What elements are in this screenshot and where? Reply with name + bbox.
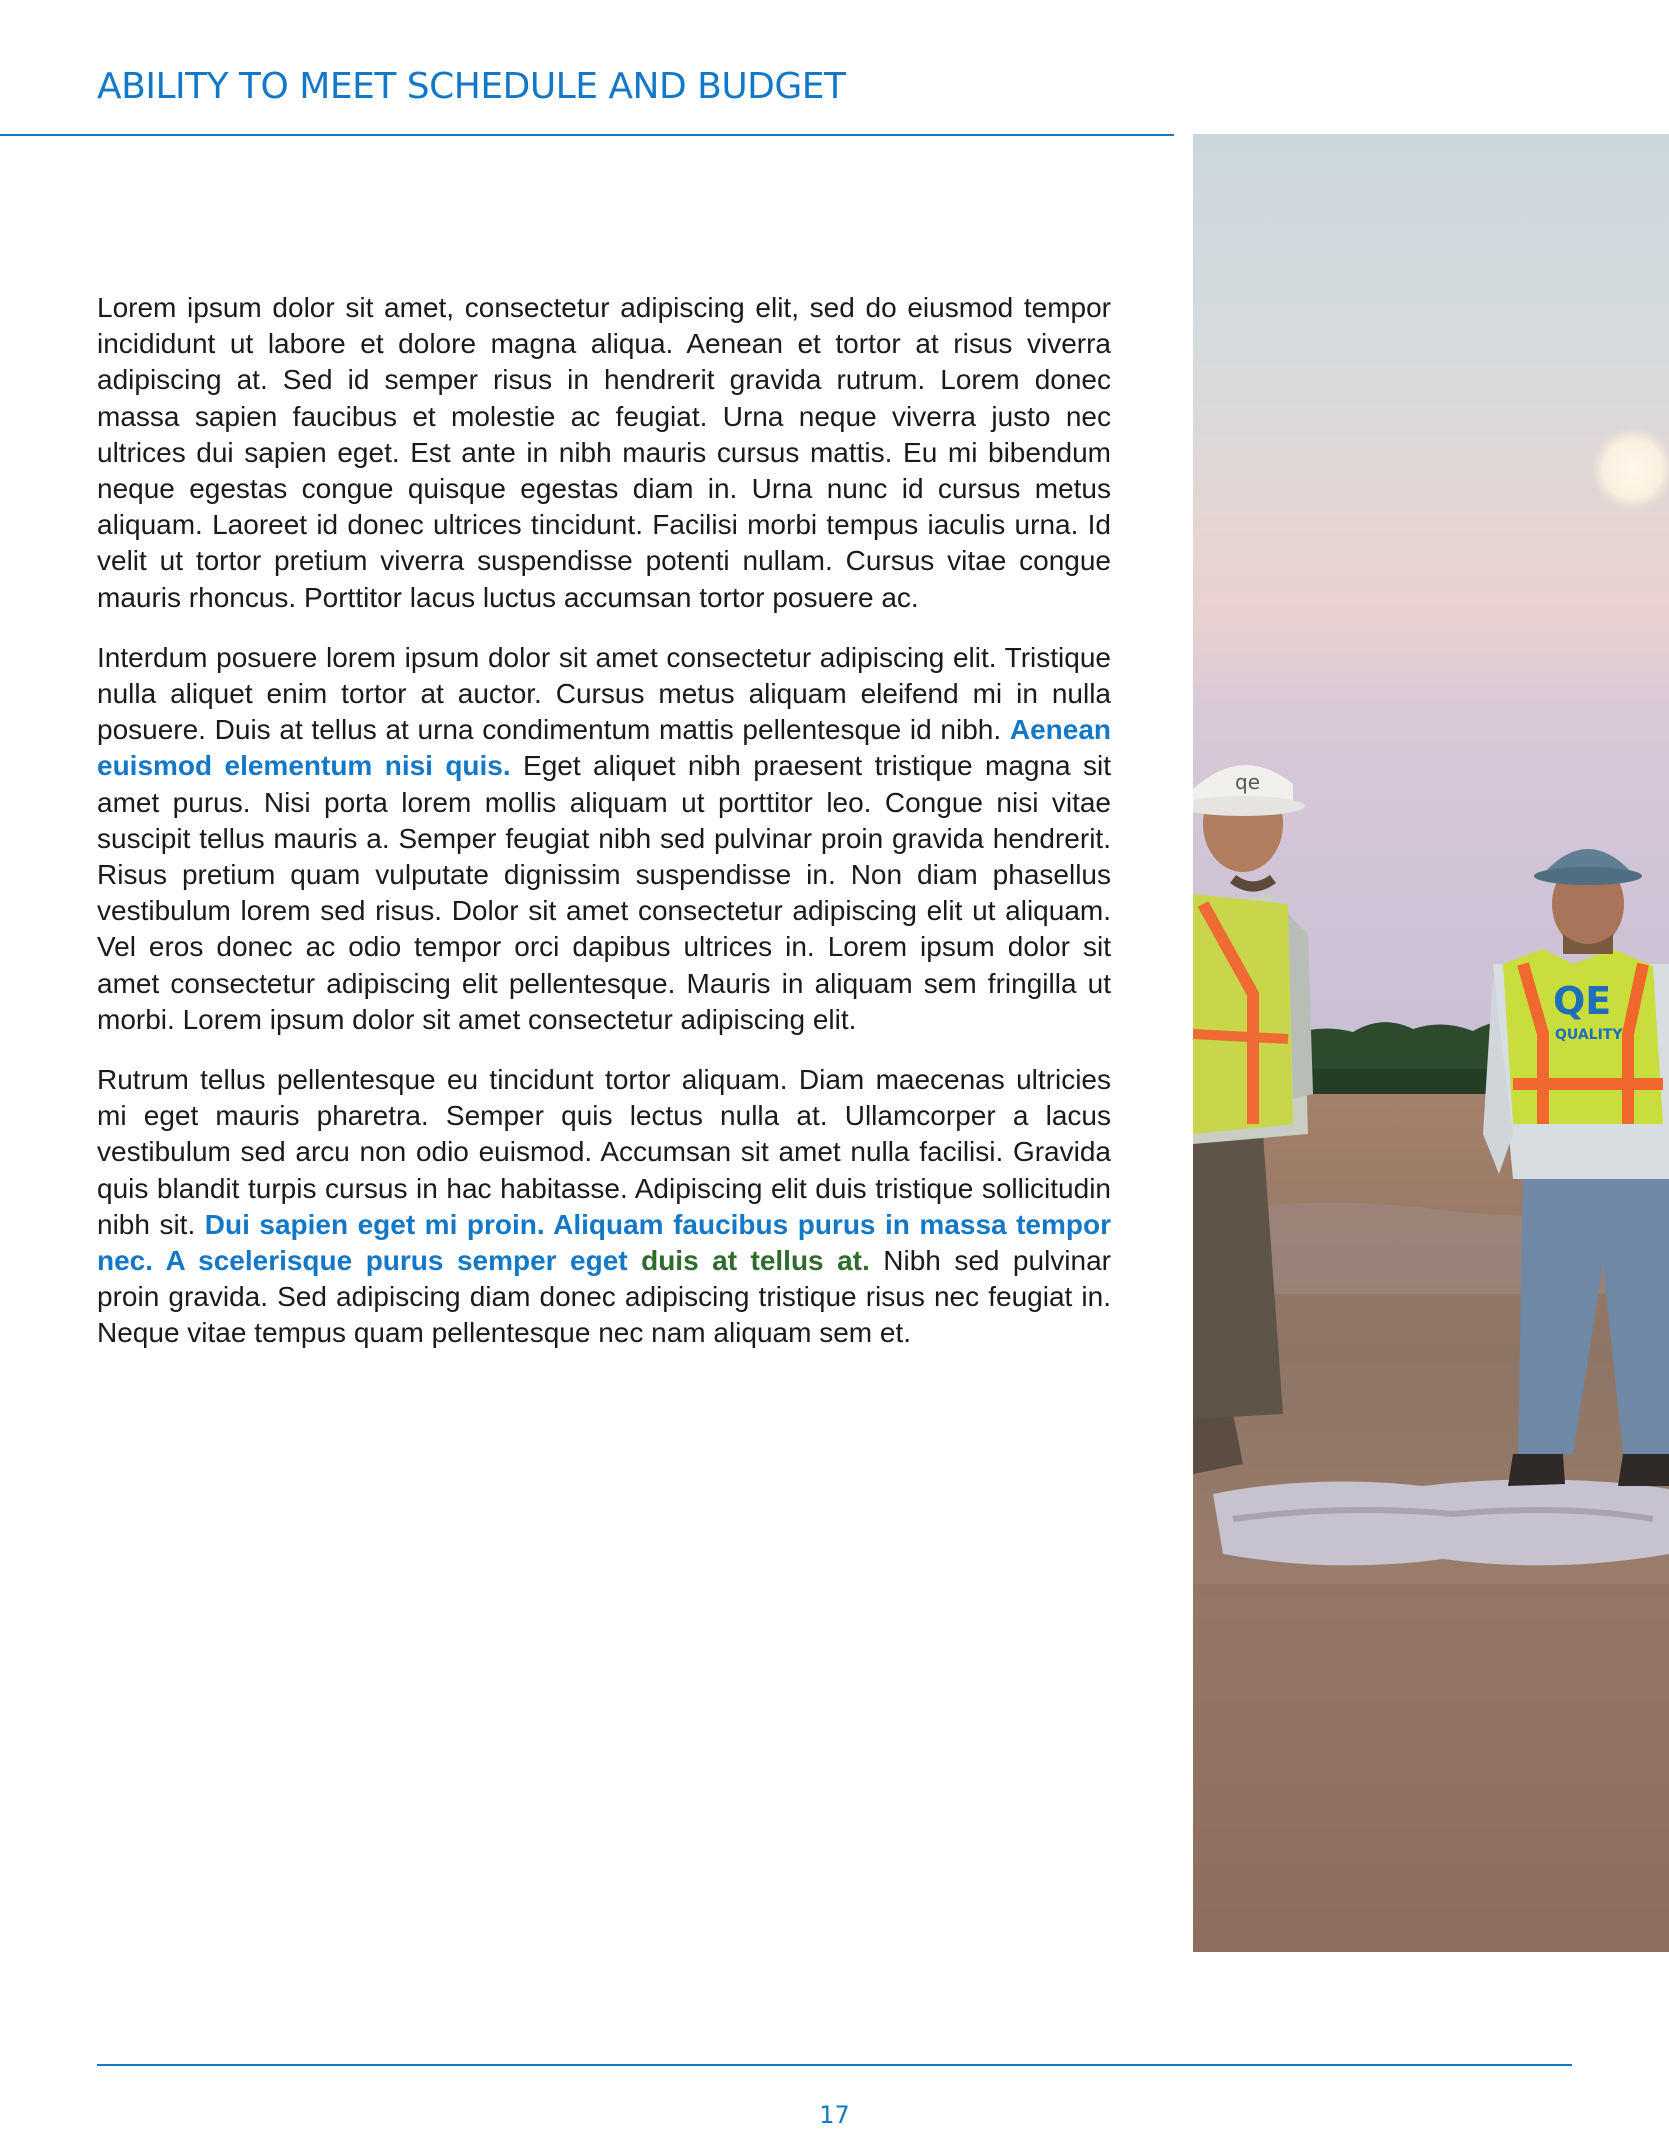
header-divider xyxy=(0,134,1174,136)
paragraph-2 xyxy=(97,640,1111,1038)
paragraph-1: Lorem ipsum dolor sit amet, consectetur adipiscing elit, sed do eiusmod tempor incididunt ut labore et dolore magna aliqua. Aenean et tortor at risus viverra adipiscing at. Sed id semper risus in hendrerit gravida rutrum. Lorem donec massa sapien faucibus et molestie ac feugiat. Urna neque viverra justo nec ultrices dui sapien eget. Est ante in nibh mauris cursus mattis. Eu mi bibendum neque egestas congue quisque egestas diam in. Urna nunc id cursus metus aliquam. Laoreet id donec ultrices tincidunt. Facilisi morbi tempus iaculis urna. Id velit ut tortor pretium viverra suspendisse potenti nullam. Cursus vitae congue mauris rhoncus. Porttitor lacus luctus accumsan tortor posuere ac. xyxy=(97,292,1111,613)
paragraph-2-text-end: Eget aliquet nibh praesent tristique magna sit amet purus. Nisi porta lorem mollis aliquam ut porttitor leo. Congue nisi vitae suscipit tellus mauris a. Semper feugiat nibh sed pulvinar proin gravida hendrerit. Risus pretium quam vulputate dignissim suspendisse in. Non diam phasellus vestibulum lorem sed risus. Dolor sit amet consectetur adipiscing elit ut aliquam. Vel eros donec ac odio tempor orci dapibus ultrices in. Lorem ipsum dolor sit amet consectetur adipiscing elit pellentesque. Mauris in aliquam sem fringilla ut morbi. Lorem ipsum dolor sit amet consectetur adipiscing elit. xyxy=(97,750,1111,1035)
svg-text:qe: qe xyxy=(1235,770,1260,794)
paragraph-3-text-start: Rutrum tellus pellentesque eu tincidunt tortor aliquam. Diam maecenas ultricies mi eget mauris pharetra. Semper quis lectus nulla at. Ullamcorper a lacus vestibulum sed arcu non odio euismod. Accumsan sit amet nulla facilisi. Gravida quis blandit turpis cursus in hac habitasse. Adipiscing elit duis tristique sollicitudin nibh sit. xyxy=(97,1064,1111,1240)
body-text xyxy=(97,290,1111,1376)
workers-photo xyxy=(1193,134,1669,1952)
puddle xyxy=(1213,1479,1669,1565)
svg-text:QUALITY: QUALITY xyxy=(1555,1027,1623,1043)
paragraph-3 xyxy=(97,1062,1111,1352)
footer-divider xyxy=(97,2064,1572,2066)
page-number: 17 xyxy=(819,2101,850,2129)
paragraph-2-text-start: Interdum posuere lorem ipsum dolor sit amet consectetur adipiscing elit. Tristique nulla aliquet enim tortor at auctor. Cursus metus aliquam eleifend mi in nulla posuere. Duis at tellus at urna condimentum mattis pellentesque id nibh. xyxy=(97,641,1111,746)
paragraph-3-highlight-blue: Dui sapien eget mi proin. Aliquam faucibus purus in massa tempor nec. A scelerisque purus semper eget xyxy=(97,1208,1111,1277)
paragraph-2-highlight: Aenean euismod elementum nisi quis. xyxy=(97,714,1111,782)
page-title: ABILITY TO MEET SCHEDULE AND BUDGET xyxy=(97,66,846,107)
paragraph-3-text-end: Nibh sed pulvinar proin gravida. Sed adipiscing diam donec adipiscing tristique risus nec feugiat in. Neque vitae tempus quam pellentesque nec nam aliquam sem et. xyxy=(97,1245,1111,1349)
paragraph-3-highlight-green: duis at tellus at. xyxy=(627,1245,870,1277)
svg-text:QE: QE xyxy=(1553,979,1612,1023)
